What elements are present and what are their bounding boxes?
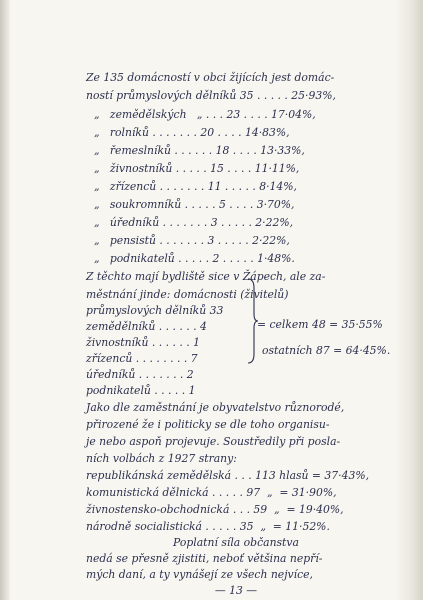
page-binding-shadow bbox=[0, 0, 10, 600]
text-line: zřízenců . . . . . . . . 7 bbox=[86, 352, 198, 365]
text-line: úředníků . . . . . . . 2 bbox=[86, 368, 194, 381]
text-line: Ze 135 domácností v obci žijících jest domác- bbox=[86, 71, 335, 84]
page-edge-shadow bbox=[395, 0, 423, 600]
text-line: živnostníků . . . . . . 1 bbox=[86, 336, 200, 349]
text-line: ních volbách z 1927 strany: bbox=[86, 452, 237, 465]
text-line: podnikatelů . . . . . 1 bbox=[86, 384, 196, 397]
page-number: — 13 — bbox=[214, 584, 258, 597]
text-line: živnostensko-obchodnická . . . 59 „ = 19·40%, bbox=[86, 503, 344, 516]
text-line: ností průmyslových dělníků 35 . . . . . 25·93%, bbox=[86, 89, 336, 102]
text-line: zemědělníků . . . . . . 4 bbox=[86, 320, 207, 333]
summary-other: ostatních 87 = 64·45%. bbox=[262, 344, 391, 357]
text-line: přirozené že i politicky se dle toho organisu- bbox=[86, 418, 330, 431]
text-line: městnání jinde: domácnosti (živitelů) bbox=[86, 288, 289, 301]
text-line: „ zemědělských „ . . . 23 . . . . 17·04%, bbox=[94, 108, 316, 121]
text-line: národně socialistická . . . . . 35 „ = 11·52%. bbox=[86, 520, 330, 533]
text-line: nedá se přesně zjistiti, neboť většina nepří- bbox=[86, 552, 323, 565]
section-heading: Poplatní síla občanstva bbox=[173, 536, 299, 549]
text-line: „ úředníků . . . . . . . 3 . . . . . 2·22%, bbox=[94, 216, 294, 229]
text-line: Z těchto mají bydliště sice v Žápech, ale za- bbox=[86, 270, 326, 283]
text-line: Jako dle zaměstnání je obyvatelstvo různorodé, bbox=[86, 401, 345, 414]
text-line: je nebo aspoň projevuje. Soustředily při posla- bbox=[86, 435, 341, 448]
text-line: „ živnostníků . . . . . 15 . . . . 11·11%, bbox=[94, 162, 300, 175]
text-line: republikánská zemědělská . . . 113 hlasů = 37·43%, bbox=[86, 469, 370, 482]
text-line: „ řemeslníků . . . . . . 18 . . . . 13·33%, bbox=[94, 144, 305, 157]
text-line: „ rolníků . . . . . . . 20 . . . . 14·83%, bbox=[94, 126, 290, 139]
text-line: „ podnikatelů . . . . . 2 . . . . . 1·48%. bbox=[94, 252, 295, 265]
text-line: „ zřízenců . . . . . . . 11 . . . . . 8·14%, bbox=[94, 180, 297, 193]
text-line: „ soukromníků . . . . . 5 . . . . 3·70%, bbox=[94, 198, 295, 211]
summary-total: = celkem 48 = 35·55% bbox=[257, 318, 383, 331]
text-line: mých daní, a ty vynášejí ze všech nejvíce, bbox=[86, 568, 313, 581]
text-line: průmyslových dělníků 33 bbox=[86, 304, 224, 317]
text-line: „ pensistů . . . . . . . 3 . . . . . 2·22%, bbox=[94, 234, 290, 247]
text-line: komunistická dělnická . . . . . 97 „ = 31·90%, bbox=[86, 486, 337, 499]
